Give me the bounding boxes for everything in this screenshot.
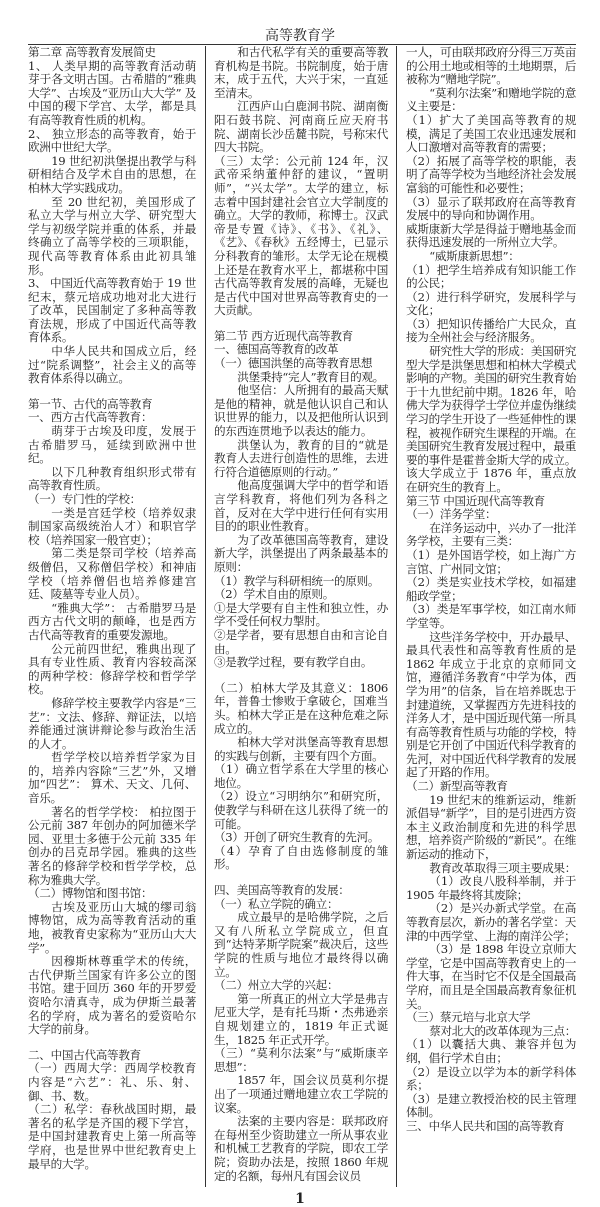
paragraph: 至 20 世纪初，美国形成了私立大学与州立大学、研究型大学与初级学院并重的体系，并最终确立了高等学校的三项职能，现代高等教育体系由此初具雏形。 — [28, 194, 196, 277]
paragraph: 第三节 中国近现代高等教育 — [406, 493, 545, 508]
paragraph: ②是学者，要有思想自由和言论自由。 — [214, 627, 388, 656]
paragraph: （三）“莫利尔法案”与“威斯康辛思想”： — [214, 1046, 388, 1074]
paragraph: （1）扩大了美国高等教育的规模，满足了美国工农业迅速发展和人口激增对高等教育的需要； — [406, 112, 576, 155]
paragraph: 威斯康新大学是得益于赠地基金而获得迅速发展的一所州立大学。 — [406, 221, 576, 250]
paragraph: 一、西方古代高等教育： — [28, 410, 153, 425]
paragraph: 第二章 高等教育发展简史 — [28, 45, 156, 59]
paragraph: 一、德国高等教育的改革 — [214, 342, 339, 357]
paragraph: 法案的主要内容是：联邦政府在每州至少资助建立一所从事农业和机械工艺教育的学院，即农工学院；资助办法是，按照 1860 年规定的名额，每州凡有国会议员 — [214, 1114, 388, 1183]
paragraph: （1）确立哲学系在大学里的核心地位。 — [214, 762, 388, 790]
paragraph: （2）进行科学研究，发展科学与文化； — [406, 289, 576, 318]
paragraph: 教育改革取得三项主要成果： — [429, 860, 577, 875]
paragraph: （2）类是实业技术学校，如福建船政学堂； — [406, 575, 576, 603]
paragraph: （一）专门性的学校： — [28, 492, 141, 506]
paragraph: 他高度强调大学中的哲学和语言学科教育，将他们列为各科之首，反对在大学中进行任何有实用目的的职业性教育。 — [214, 478, 388, 534]
paragraph: 成立最早的是哈佛学院，之后又有八所私立学院成立，但直到“达特茅斯学院案”裁决后，这些学院的性质与地位才最终得以确立。 — [214, 910, 388, 979]
column-left — [28, 46, 196, 1171]
paragraph: （一）西周大学：西周学校教育内容是“六艺”：礼、乐、射、御、书、数。 — [28, 1061, 196, 1103]
paragraph: （3）显示了联邦政府在高等教育发展中的导向和协调作用。 — [406, 194, 576, 223]
paragraph: （2）是兴办新式学堂。在高等教育层次，新办的著名学堂：天津的中西学堂、上海的南洋公学； — [406, 901, 576, 943]
paragraph: “雅典大学”： 古希腊罗马是西方古代文明的颠峰，也是西方古代高等教育的重要发源地。 — [28, 600, 196, 642]
paragraph: （二）博物馆和图书馆： — [28, 886, 153, 901]
paragraph: 第二类是祭司学校（培养高级僧侣，又称僧侣学校）和神庙学校（培养僧侣也培养修建宫廷、陵墓等专业人员）。 — [28, 546, 196, 602]
paragraph: 洪堡认为，教育的目的“就是教育人去进行创造性的思维，去进行符合道德原则的行动。” — [214, 437, 388, 479]
paragraph: （一）德国洪堡的高等教育思想 — [214, 356, 373, 371]
paragraph: 1、 人类早期的高等教育活动萌芽于各文明古国。古希腊的“雅典大学”、古埃及“亚历山大大学” 及中国的稷下学宫、太学，都是具有高等教育性质的机构。 — [28, 58, 196, 127]
paragraph: 第一节、古代的高等教育 — [28, 396, 153, 411]
paragraph: ①是大学要有自主性和独立性，办学不受任何权力掣肘。 — [214, 600, 388, 629]
paragraph: 著名的哲学学校： 柏拉图于公元前 387 年创办的阿加德米学园、亚里士多德于公元前 335 年创办的吕克昂学园。雅典的这些著名的修辞学校和哲学学校，总称为雅典大学。 — [28, 804, 196, 887]
paragraph: “威斯康新思想”： — [429, 248, 520, 263]
page-number: 1 — [295, 1191, 305, 1207]
paragraph: 研究性大学的形成：美国研究型大学是洪堡思想和柏林大学模式影响的产物。美国的研究生教育始于十九世纪前中期。1826 年，哈佛大学为获得学士学位并虚伪继续学习的学生开设了一些延伸性的课程，被视作研究生课程的开端。在美国研究生教育发展过程中，最重要的事件是霍普金斯大学的成立。该大学成立于 1876 年，重点放在研究生的教育上。 — [406, 344, 577, 494]
paragraph: （1）改良八股科举制，并于 1905 年最终将其废除； — [406, 874, 576, 902]
paragraph: （2）拓展了高等学校的职能，表明了高等学校为当地经济社会发展富翁的可能性和必要性； — [406, 153, 576, 195]
paragraph: （二）私学：春秋战国时期，最著名的私学是齐国的稷下学宫，是中国封建教育史上第一所高等学府，也是世界中世纪教育史上最早的大学。 — [28, 1102, 196, 1171]
paragraph: 萌芽于古埃及印度，发展于古希腊罗马，延续到欧洲中世纪。 — [28, 424, 196, 466]
paragraph: 一类是宫廷学校（培养奴隶制国家高级统治人才）和职官学校（培养国家一般官吏）； — [28, 505, 196, 547]
paragraph: 他坚信：人所拥有的最高天赋是他的精神，就是他认识自己和认识世界的能力，以及把他所认识到的东西连贯地予以表达的能力。 — [214, 383, 388, 439]
paragraph: 蔡对北大的改革体现为三点： — [429, 1023, 577, 1038]
paragraph: 以下几种教育组织形式带有高等教育性质。 — [28, 464, 196, 493]
paragraph: 哲学学校以培养哲学家为目的，培养内容除“三艺”外，又增加“四艺”： 算术、天文、几何、音乐。 — [28, 750, 196, 806]
paragraph: 第二节 西方近现代高等教育 — [214, 328, 353, 343]
paragraph: 和古代私学有关的重要高等教育机构是书院。书院制度，始于唐末，成于五代，大兴于宋，一直延至清末。 — [214, 45, 388, 100]
paragraph: 一人，可由联邦政府分得三万英亩的公用土地或相等的土地期票，后被称为“赠地学院”。 — [406, 45, 576, 87]
paragraph: （3）把知识传播给广大民众，直接为全州社会与经济服务。 — [406, 316, 576, 345]
paragraph: （二）州立大学的兴起： — [214, 978, 339, 993]
paragraph: （2）设立“习明纳尔”和研究所，使教学与科研在这儿获得了统一的可能。 — [214, 789, 388, 831]
paragraph: （2）是设立以学为本的新学科体系； — [406, 1064, 576, 1093]
paragraph: 中华人民共和国成立后，经过“院系调整”，社会主义的高等教育体系得以确立。 — [28, 344, 196, 386]
column-right — [406, 46, 576, 1134]
paragraph: 19 世纪末的维新运动，维新派倡导“新学”，目的是引进西方资本主义政治制度和先进的科学思想，培养资产阶级的“新民”。在维新运动的推动下， — [406, 792, 576, 862]
paragraph: （一）洋务学堂： — [406, 507, 497, 522]
paragraph: （3）开创了研究生教育的先河。 — [214, 830, 380, 845]
paragraph: 江西庐山白鹿洞书院、湖南衡阳石鼓书院、河南商丘应天府书院、湖南长沙岳麓书院，号称宋代四大书院。 — [214, 99, 388, 155]
paragraph: 因穆斯林尊重学术的传统，古代伊斯兰国家有许多公立的图书馆。建于回历 360 年的开罗爱资哈尔清真寺，成为伊斯兰最著名的学府，成为著名的爱资哈尔大学的前身。 — [28, 954, 196, 1037]
paragraph: （一）私立学院的确立： — [214, 896, 339, 911]
paragraph: 洪堡秉持“完人”教育目的观。 — [237, 369, 384, 384]
paragraph: 三、中华人民共和国的高等教育 — [406, 1118, 565, 1133]
paragraph: （三）太学：公元前 124 年，汉武帝采纳董仲舒的建议，“置明师”，“兴太学”。太学的建立，标志着中国封建社会官立大学制度的确立。大学的教师，称博士。汉武帝是专置《诗》、《书》、《礼》、《艺》、《春秋》五经博士，已显示分科教育的雏形。太学无论在规模上还是在教育水平上，都堪称中国古代高等教育发展的高峰，无疑也是古代中国对世界高等教育史的一大贡献。 — [214, 153, 388, 318]
paragraph: （3）类是军事学校，如江南水师学堂等。 — [406, 602, 576, 630]
paragraph: 古埃及亚历山大城的缪司翁博物馆，成为高等教育活动的重地，被教育史家称为“亚历山大大学”。 — [28, 899, 196, 955]
paragraph: 在洋务运动中，兴办了一批洋务学校，主要有三类： — [406, 520, 577, 549]
paragraph: （4）孕育了自由选修制度的雏形。 — [214, 843, 388, 872]
page-header-title: 高等教育学 — [265, 28, 335, 44]
paragraph: （二）新型高等教育 — [406, 779, 508, 794]
paragraph: 修辞学校主要教学内容是“三艺”：文法、修辞、辩证法，以培养能通过演讲辩论参与政治生活的人才。 — [28, 695, 196, 751]
paragraph: 四、美国高等教育的发展： — [214, 883, 350, 898]
paragraph: （二）柏林大学及其意义：1806 年，普鲁士惨败于拿破仑，国难当头。柏林大学正是在这种危难之际成立的。 — [214, 680, 388, 736]
paragraph: （1）以囊括大典、兼容并包为纲，倡行学术自由； — [406, 1037, 576, 1065]
paragraph: ③是教学过程，要有教学自由。 — [214, 655, 373, 670]
paragraph: 19 世纪初洪堡提出教学与科研相结合及学术自由的思想，在柏林大学实践成功。 — [28, 153, 196, 195]
paragraph: 为了改革德国高等教育，建设新大学，洪堡提出了两条最基本的原则： — [214, 532, 388, 574]
paragraph: 这些洋务学校中，开办最早、最具代表性和高等教育性质的是 1862 年成立于北京的京师同文馆，遵循洋务教育“中学为体，西学为用”的信条，旨在培养既忠于封建道统，又掌握西方先进科技的洋务人才，是中国近现代第一所具有高等教育性质与功能的学校，特别是它开创了中国近代科学教育的先河，对中国近代科学教育的发展起了开路的作用。 — [406, 629, 577, 780]
paragraph: （三）蔡元培与北京大学 — [406, 1010, 531, 1025]
paragraph: 1857 年，国会议员莫利尔提出了一项通过赠地建立农工学院的议案。 — [214, 1073, 388, 1115]
paragraph: （1）是外国语学校，如上海广方言馆、广州同文馆； — [406, 547, 576, 576]
paragraph: 二、中国古代高等教育 — [28, 1047, 141, 1062]
paragraph: 公元前四世纪，雅典出现了具有专业性质、教育内容较高深的两种学校：修辞学校和哲学学校。 — [28, 641, 196, 697]
paragraph: 柏林大学对洪堡高等教育思想的实践与创新，主要有四个方面。 — [214, 735, 388, 763]
paragraph: （1）教学与科研相统一的原则。 — [214, 573, 380, 588]
paragraph: “莫利尔法案”和赠地学院的意义主要是： — [406, 85, 576, 114]
paragraph: 2、 独立形态的高等教育，始于欧洲中世纪大学。 — [28, 126, 196, 155]
paragraph: （3）是建立教授治校的民主管理体制。 — [406, 1091, 576, 1120]
paragraph: （2）学术自由的原则。 — [214, 587, 335, 602]
paragraph: 3、 中国近代高等教育始于 19 世纪末，蔡元培成功地对北大进行了改革，民国制定了多种高等教育法规，形成了中国近代高等教育体系。 — [28, 276, 196, 345]
paragraph: 第一所真正的州立大学是弗吉尼亚大学，是有托马斯・杰弗逊亲自规划建立的，1819 年正式诞生，1825 年正式开学。 — [214, 991, 388, 1047]
column-middle — [205, 46, 397, 1187]
paragraph: （1）把学生培养成有知识能工作的公民； — [406, 262, 576, 291]
paragraph: （3）是 1898 年设立京师大学堂，它是中国高等教育史上的一件大事，在当时它不仅是全国最高学府，而且是全国最高教育象征机关。 — [406, 942, 576, 1011]
